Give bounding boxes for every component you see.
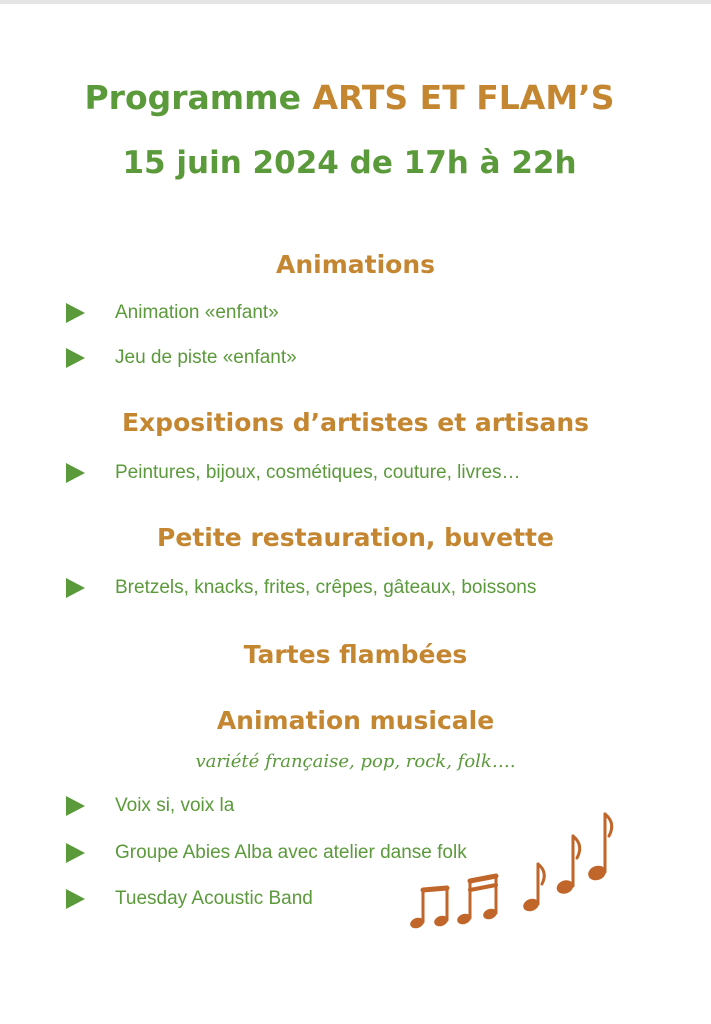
heading-animation-musicale: Animation musicale [216,706,495,735]
title-programme: Programme [84,78,301,117]
item-text: Bretzels, knacks, frites, crêpes, gâteaux, boissons [115,577,537,598]
music-genres-subtitle: variété française, pop, rock, folk…. [195,751,516,772]
triangle-bullet-icon [66,889,85,909]
list-item [66,460,521,486]
list-item [66,793,234,819]
triangle-bullet-icon [66,348,85,368]
page-title [0,78,705,117]
top-border [0,0,711,4]
item-text: Groupe Abies Alba avec atelier danse folk [115,842,467,863]
list-item [66,300,279,326]
music-notes-icon [405,806,620,936]
item-text: Jeu de piste «enfant» [115,347,297,368]
triangle-bullet-icon [66,463,85,483]
title-event-name: ARTS ET FLAM’S [312,78,615,117]
triangle-bullet-icon [66,796,85,816]
list-item [66,575,536,601]
item-text: Animation «enfant» [115,302,279,323]
heading-restauration: Petite restauration, buvette [157,523,554,552]
event-date: 15 juin 2024 de 17h à 22h [122,145,577,181]
item-text: Tuesday Acoustic Band [115,888,313,909]
item-text: Peintures, bijoux, cosmétiques, couture, livres… [115,462,521,483]
item-text: Voix si, voix la [115,795,235,816]
heading-animations: Animations [275,250,435,279]
list-item [66,345,297,371]
triangle-bullet-icon [66,578,85,598]
list-item [66,886,313,912]
triangle-bullet-icon [66,843,85,863]
triangle-bullet-icon [66,303,85,323]
heading-expositions: Expositions d’artistes et artisans [121,408,590,437]
heading-tartes-flambees: Tartes flambées [243,640,468,669]
